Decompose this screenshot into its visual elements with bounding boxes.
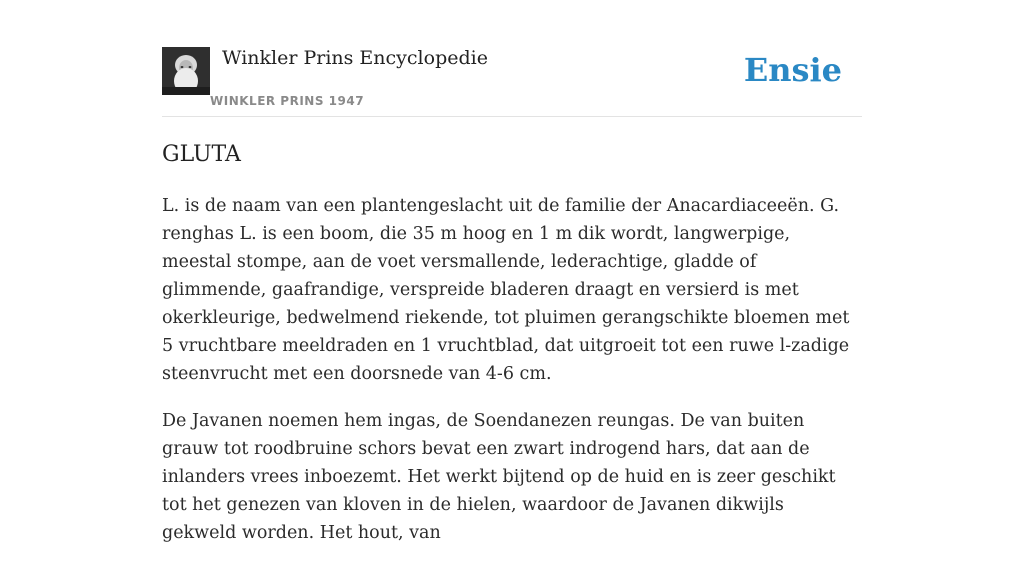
ensie-logo[interactable]: Ensie xyxy=(743,51,842,89)
article-paragraph: L. is de naam van een plantengeslacht uit de familie der Anacardiaceeën. G. renghas L. is een boom, die 35 m hoog en 1 m dik wordt, langwerpige, meestal stompe, aan de voet versmallende, lederachtige, gladde of glimmende, gaafrandige, verspreide bladeren draagt en versierd is met okerkleurige, bedwelmend riekende, tot pluimen gerangschikte bloemen met 5 vruchtbare meeldraden en 1 vruchtblad, dat uitgroeit tot een ruwe l-zadige steenvrucht met een doorsnede van 4-6 cm. xyxy=(162,196,850,384)
page-container xyxy=(162,0,862,543)
source-subtitle: WINKLER PRINS 1947 xyxy=(210,94,365,108)
article-paragraph: De Javanen noemen hem ingas, de Soendanezen reungas. De van buiten grauw tot roodbruine schors bevat een zwart indrogend hars, dat aan de inlanders vrees inboezemt. Het werkt bijtend op de huid en is zeer geschikt tot het genezen van kloven in de hielen, waardoor de Javanen dikwijls gekweld worden. Het hout, van xyxy=(162,411,836,543)
article-body xyxy=(162,192,862,566)
site-header xyxy=(162,0,862,117)
author-portrait-icon xyxy=(162,47,210,95)
avatar[interactable] xyxy=(162,47,210,95)
site-title[interactable]: Winkler Prins Encyclopedie xyxy=(222,47,488,69)
article-title: GLUTA xyxy=(162,142,241,167)
